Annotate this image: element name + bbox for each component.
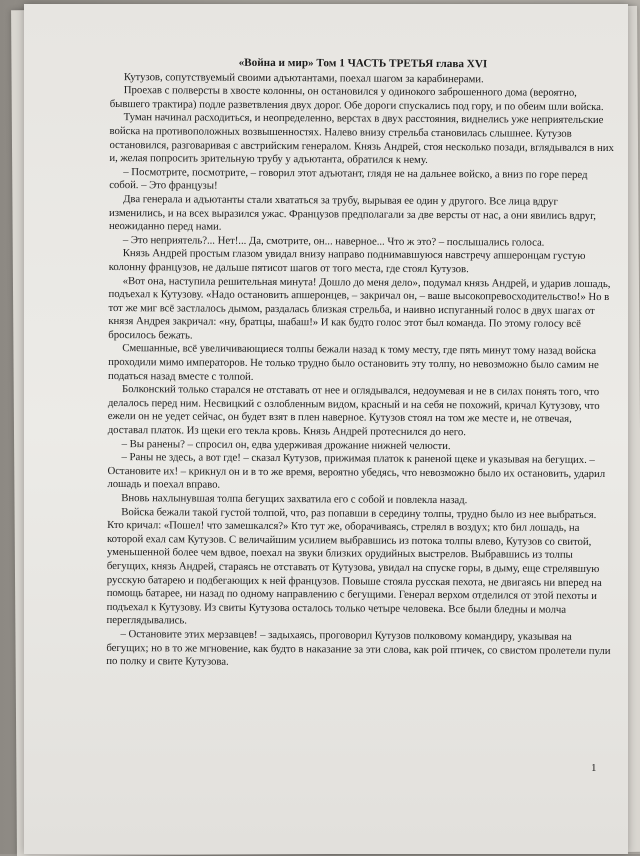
- chapter-title: «Война и мир» Том 1 ЧАСТЬ ТРЕТЬЯ глава XVI: [238, 56, 488, 71]
- page-number: 1: [591, 762, 597, 774]
- paragraph: Два генерала и адъютанты стали хвататься за трубу, вырывая ее один у другого. Все лица вдруг изменились, и на всех выразился ужас. Французов предполагали за две версты от нас, а они явились вдруг, неожиданно перед нами.: [108, 193, 597, 233]
- paragraph: Войска бежали такой густой толпой, что, раз попавши в середину толпы, трудно было из нее выбраться. Кто кричал: «Пошел! что замешкался?» Кто тут же, оборачиваясь, стрелял в воздух; кто бил лошадь, на которой ехал сам Кутузов. С величайшим усилием выбравшись из потока толпы влево, Кутузов со свитой, уменьшенной более чем вдвое, поехал на звуки близких орудийных выстрелов. Выбравшись из толпы бегущих, князь Андрей, стараясь не отставать от Кутузова, увидал на спуске горы, в дыму, еще стрелявшую русскую батарею и подбегающих к ней французов. Повыше стояла русская пехота, не двигаясь ни вперед на помощь батарее, ни назад по одному направлению с бегущими. Генерал верхом отделился от этой пехоты и подъехал к Кутузову. Из свиты Кутузова осталось только четыре человека. Все были бледны и молча переглядывались.: [106, 505, 602, 627]
- paragraph: Кутузов, сопутствуемый своими адъютантами, поехал шагом за карабинерами.: [123, 70, 484, 85]
- page-content: [106, 56, 616, 672]
- paragraph: – Посмотрите, посмотрите, – говорил этот адъютант, глядя не на дальнее войско, а вниз по горе перед собой. – Это французы!: [109, 165, 588, 193]
- paragraph: Вновь нахлынувшая толпа бегущих захватила его с собой и повлекла назад.: [121, 492, 468, 507]
- paragraph: Туман начинал расходиться, и неопределенно, верстах в двух расстояния, виднелись уже неприятельские войска на противоположных возвышенностях. Налево внизу стрельба становилась слышнее. Кутузов остановился, разговаривая с австрийским генералом. Князь Андрей, стоя несколько позади, вглядывался в них и, желая попросить зрительную трубу у адъютанта, обратился к нему.: [109, 111, 614, 167]
- paragraph: – Вы ранены? – спросил он, едва удерживая дрожание нижней челюсти.: [121, 437, 451, 452]
- paragraph: – Остановите этих мерзавцев! – задыхаясь, проговорил Кутузов полковому командиру, указывая на бегущих; но в то же мгновение, как будто в наказание за эти слова, как рой птичек, со свистом пролетели пули по полку и свите Кутузова.: [106, 628, 611, 668]
- paragraph: «Вот она, наступила решительная минута! Дошло до меня дело», подумал князь Андрей, и ударив лошадь, подъехал к Кутузову. «Надо остановить апшеронцев, – закричал он, – ваше высокопревосходительство!» Но в тот же миг всё застлалось дымом, раздалась близкая стрельба, и наивно испуганный голос в двух шагах от князя Андрея закричал: «ну, братцы, шабаш!» И как будто голос этот был команда. По этому голосу всё бросилось бежать.: [108, 274, 611, 342]
- printed-page: [24, 4, 628, 854]
- paragraph: Болконский только старался не отставать от нее и оглядывался, недоумевая и не в силах понять того, что делалось перед ним. Несвицкий с озлобленным видом, красный и на себя не похожий, кричал Кутузову, что ежели он не уедет сейчас, он будет взят в плен наверное. Кутузов стоял на том же месте и, не отвечая, доставал платок. Из щеки его текла кровь. Князь Андрей протеснился до него.: [107, 383, 600, 439]
- paragraph: Смешанные, всё увеличивающиеся толпы бежали назад к тому месту, где пять минут тому назад войска проходили мимо императоров. Не только трудно было остановить эту толпу, но невозможно было самим не податься назад вместе с толпой.: [108, 342, 599, 383]
- paragraph: – Раны не здесь, а вот где! – сказал Кутузов, прижимая платок к раненой щеке и указывая на бегущих. – Остановите их! – крикнул он и в то же время, вероятно убедясь, что невозможно было их остановить, ударил лошадь и поехал вправо.: [107, 451, 606, 492]
- paragraph: Князь Андрей простым глазом увидал внизу направо поднимавшуюся навстречу апшеронцам густую колонну французов, не дальше пятисот шагов от того места, где стоял Кутузов.: [108, 247, 586, 276]
- paragraph: Проехав с полверсты в хвосте колонны, он остановился у одинокого заброшенного дома (вероятно, бывшего трактира) подле разветвления двух дорог. Обе дороги спускались под гору, и по обеим шли войска.: [109, 84, 604, 113]
- paragraph: – Это неприятель?... Нет!... Да, смотрите, он... наверное... Что ж это? – послышались голоса.: [122, 233, 545, 249]
